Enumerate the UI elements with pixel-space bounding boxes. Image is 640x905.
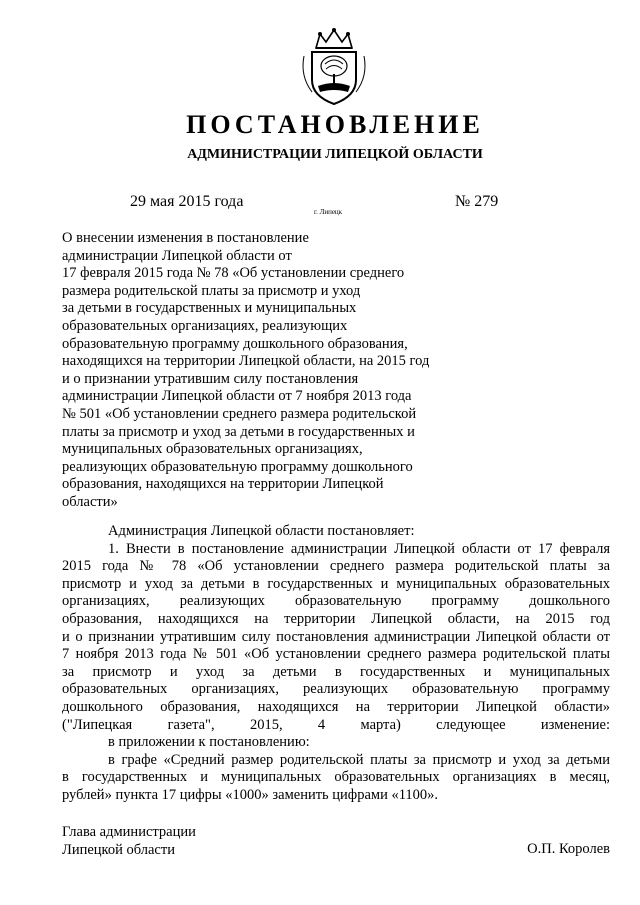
heading-line: О внесении изменения в постановление (62, 230, 309, 246)
body-line: присмотр и уход за детьми в государственных и муниципальных образовательных (62, 575, 610, 592)
heading-line: № 501 «Об установлении среднего размера родительской (62, 405, 417, 422)
heading-line: и о признании утратившим силу постановления (62, 370, 359, 387)
document-heading (62, 230, 482, 512)
coat-of-arms-icon (298, 26, 370, 106)
heading-line: администрации Липецкой области от 7 ноября 2013 года (62, 388, 412, 405)
body-line: дошкольного образования, находящихся на территории Липецкой области» (62, 698, 610, 715)
body-line: в графе «Средний размер родительской платы за присмотр и уход за детьми (108, 751, 610, 768)
document-title: ПОСТАНОВЛЕНИЕ (186, 110, 484, 139)
body-line: в приложении к постановлению: (108, 734, 310, 751)
signatory-position-line: Липецкой области (62, 842, 175, 858)
heading-line: образования, находящихся на территории Липецкой (62, 476, 384, 493)
body-line: организациях, реализующих образовательную программу дошкольного (62, 593, 610, 610)
heading-line: образовательных организациях, реализующих (62, 317, 348, 334)
document-date: 29 мая 2015 года (130, 193, 244, 210)
heading-line: 17 февраля 2015 года № 78 «Об установлении среднего (62, 265, 405, 282)
body-line: образовательных организациях, реализующих образовательную программу (62, 681, 610, 698)
body-line: ("Липецкая газета", 2015, 4 марта) следующее изменение: (62, 716, 610, 733)
body-line: 7 ноября 2013 года № 501 «Об установлении среднего размера родительской платы (62, 646, 610, 663)
heading-line: за детьми в государственных и муниципальных (62, 300, 357, 317)
body-line: за присмотр и уход за детьми в государственных и муниципальных (62, 663, 610, 680)
document-city: г. Липецк (314, 208, 343, 216)
heading-line: администрации Липецкой области от (62, 247, 292, 264)
heading-line: образовательную программу дошкольного образования, (62, 335, 408, 352)
body-line: в государственных и муниципальных образовательных организациях в месяц, (62, 769, 610, 786)
body-line: и о признании утратившим силу постановления администрации Липецкой области от (62, 628, 610, 645)
signatory-position-line: Глава администрации (62, 824, 196, 840)
heading-line: платы за присмотр и уход за детьми в государственных и (62, 423, 415, 440)
signatory-position (62, 823, 196, 859)
heading-line: находящихся на территории Липецкой области, на 2015 год (62, 353, 430, 370)
document-subtitle: АДМИНИСТРАЦИИ ЛИПЕЦКОЙ ОБЛАСТИ (187, 147, 483, 162)
body-line: рублей» пункта 17 цифры «1000» заменить цифрами «1100». (62, 786, 439, 803)
body-line: образования, находящихся на территории Липецкой области, на 2015 год (62, 610, 610, 627)
heading-line: размера родительской платы за присмотр и уход (62, 282, 361, 299)
heading-line: муниципальных образовательных организациях, (62, 441, 363, 458)
preamble: Администрация Липецкой области постановляет: (108, 523, 415, 539)
heading-line: реализующих образовательную программу дошкольного (62, 458, 413, 475)
document-body (62, 523, 610, 805)
body-line: 1. Внести в постановление администрации Липецкой области от 17 февраля (108, 540, 610, 557)
document-number: № 279 (455, 193, 499, 210)
body-line: 2015 года № 78 «Об установлении среднего размера родительской платы за (62, 558, 610, 575)
heading-line: области» (62, 493, 118, 510)
signatory-name: О.П. Королев (527, 841, 610, 857)
